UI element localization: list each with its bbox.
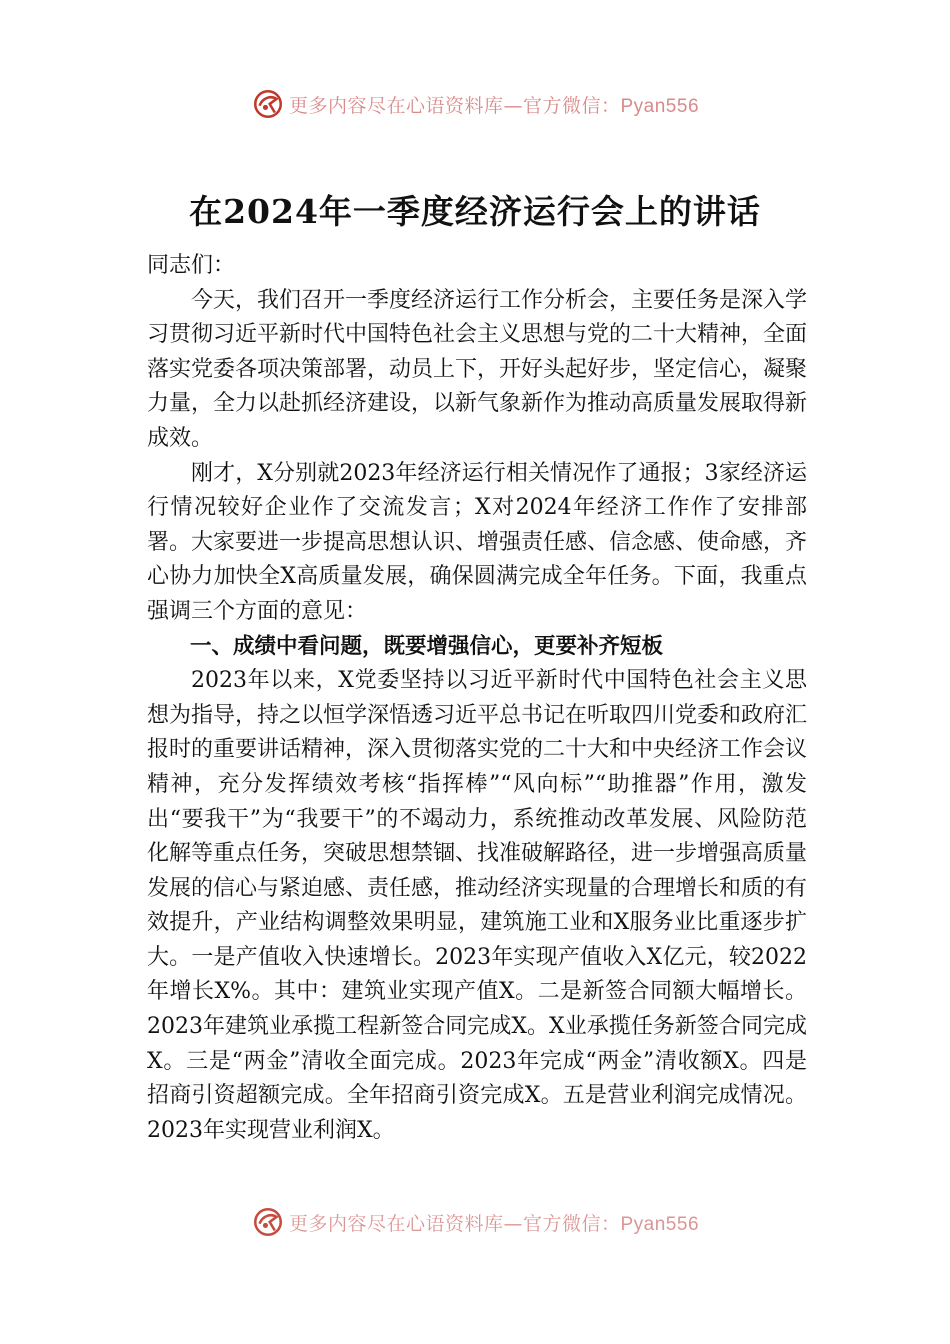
paragraph-summary: 刚才，X分别就2023年经济运行相关情况作了通报；3家经济运行情况较好企业作了交流发言；X对2024年经济工作作了安排部署。大家要进一步提高思想认识、增强责任感、信念感、使命感，齐心协力加快全X高质量发展，确保圆满完成全年任务。下面，我重点强调三个方面的意见： [147, 460, 808, 624]
watermark-footer [0, 1202, 950, 1242]
paragraph-section-1: 2023年以来，X党委坚持以习近平新时代中国特色社会主义思想为指导，持之以恒学深悟透习近平总书记在听取四川党委和政府汇报时的重要讲话精神，深入贯彻落实党的二十大和中央经济工作会议精神，充分发挥绩效考核“指挥棒”“风向标”“助推器”作用，激发出“要我干”为“我要干”的不竭动力，系统推动改革发展、风险防范化解等重点任务，突破思想禁锢、找准破解路径，进一步增强高质量发展的信心与紧迫感、责任感，推动经济实现量的合理增长和质的有效提升，产业结构调整效果明显，建筑施工业和X服务业比重逐步扩大。一是产值收入快速增长。2023年实现产值收入X亿元，较2022年增长X%。其中：建筑业实现产值X。二是新签合同额大幅增长。2023年建筑业承揽工程新签合同完成X。X业承揽任务新签合同完成X。三是“两金”清收全面完成。2023年完成“两金”清收额X。四是招商引资超额完成。全年招商引资完成X。五是营业利润完成情况。2023年实现营业利润X。 [147, 668, 808, 1143]
logo-icon [251, 87, 285, 121]
watermark-text: 更多内容尽在心语资料库—官方微信：Pyan556 [288, 1212, 700, 1235]
document-body [147, 249, 807, 1148]
paragraph-intro: 今天，我们召开一季度经济运行工作分析会，主要任务是深入学习贯彻习近平新时代中国特色社会主义思想与党的二十大精神，全面落实党委各项决策部署，动员上下，开好头起好步，坚定信心，凝聚力量，全力以赴抓经济建设，以新气象新作为推动高质量发展取得新成效。 [147, 287, 808, 451]
watermark-header [0, 84, 950, 124]
watermark-text: 更多内容尽在心语资料库—官方微信：Pyan556 [288, 94, 700, 117]
section-heading-1: 一、成绩中看问题，既要增强信心，更要补齐短板 [190, 633, 664, 659]
salutation: 同志们： [147, 253, 236, 278]
logo-icon [251, 1205, 285, 1239]
document-title: 在2024年一季度经济运行会上的讲话 [189, 192, 761, 231]
